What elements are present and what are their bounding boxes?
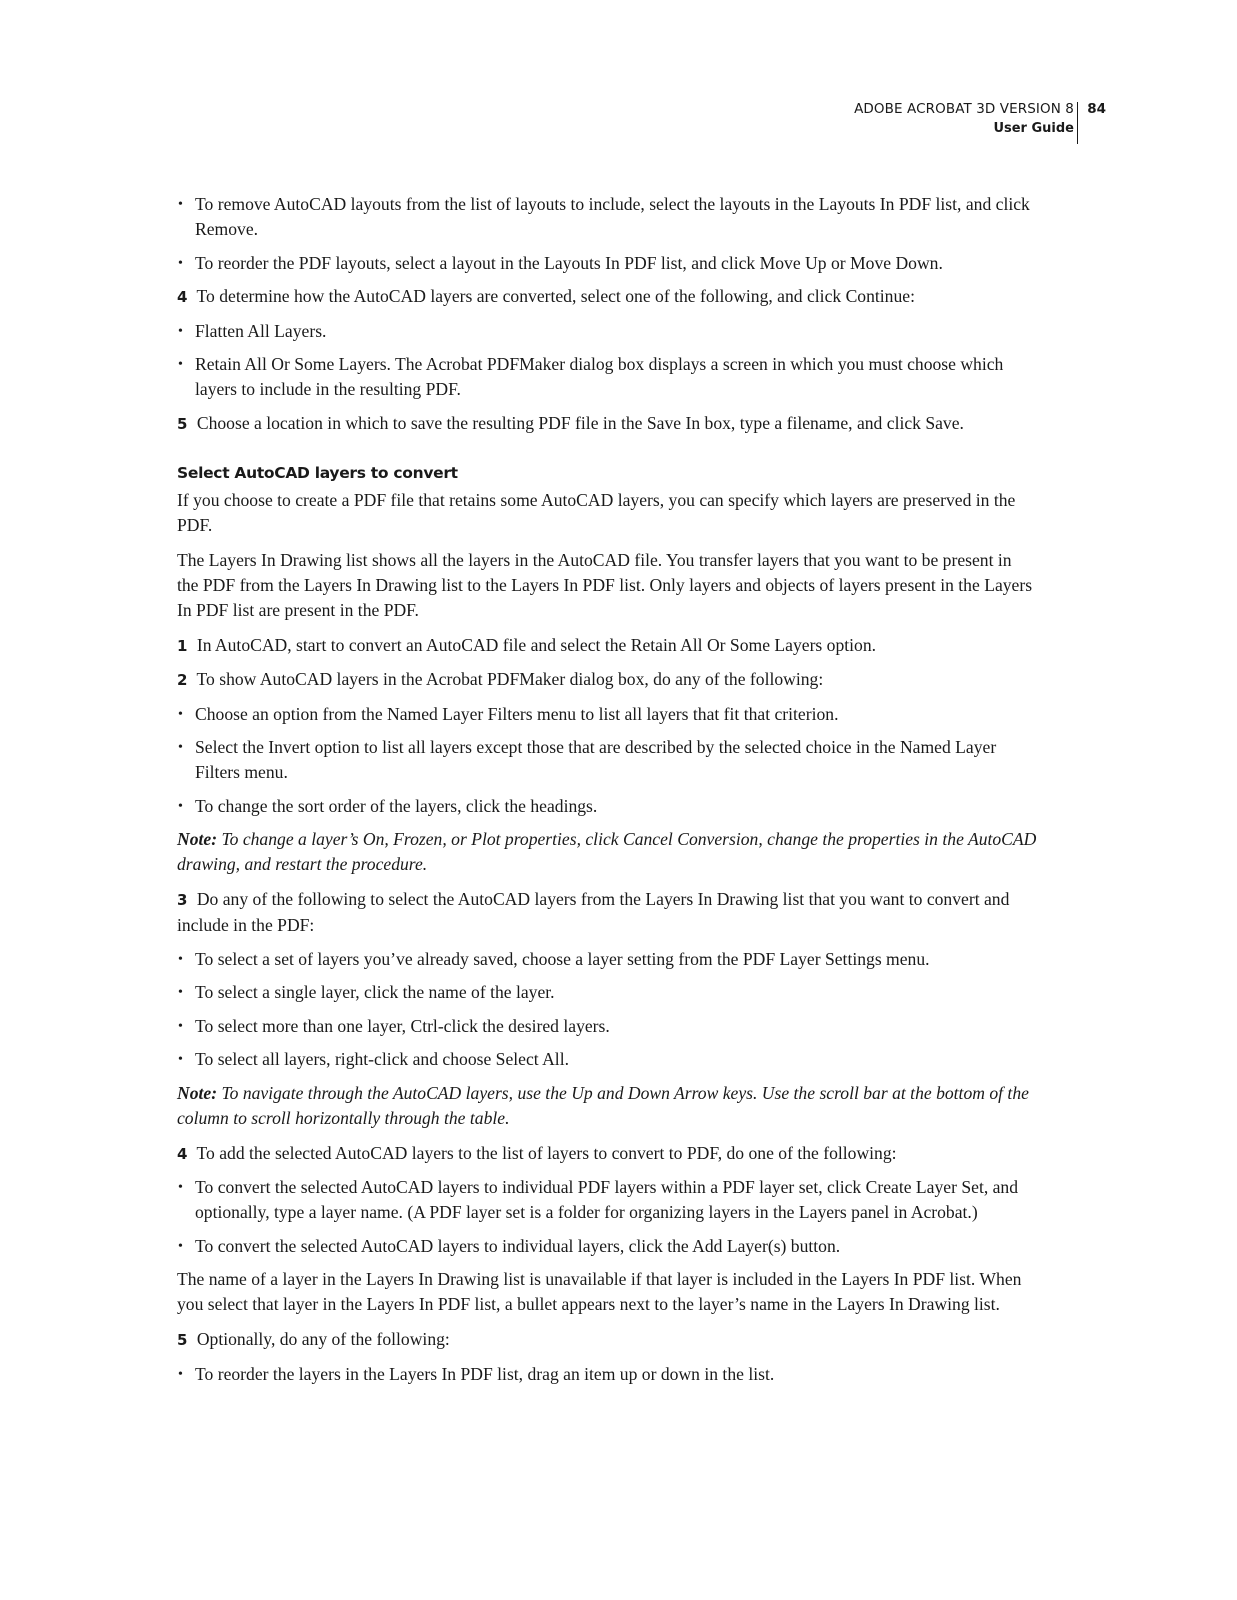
step-text: To add the selected AutoCAD layers to the list of layers to convert to PDF, do one of the following: — [196, 1142, 897, 1163]
step-number: 3 — [177, 891, 188, 909]
step — [177, 887, 1037, 938]
list-item — [177, 1014, 1037, 1039]
list-item-text: Flatten All Layers. — [195, 320, 327, 341]
list-item-text: To select a set of layers you’ve already saved, choose a layer setting from the PDF Layer Settings menu. — [195, 948, 930, 969]
step-text: In AutoCAD, start to convert an AutoCAD file and select the Retain All Or Some Layers option. — [196, 634, 877, 655]
list-item-text: To select a single layer, click the name of the layer. — [195, 982, 555, 1002]
bullet-glyph: • — [178, 357, 183, 372]
step-number: 4 — [177, 288, 188, 306]
bullet-glyph: • — [178, 1366, 183, 1382]
header-divider — [1077, 102, 1078, 144]
list-item — [177, 1175, 1037, 1225]
list-item-text: To reorder the layers in the Layers In PDF list, drag an item up or down in the list. — [195, 1363, 775, 1384]
step — [177, 667, 1037, 693]
list-item — [177, 702, 1037, 727]
list-item-text: Retain All Or Some Layers. The Acrobat PDFMaker dialog box displays a screen in which you must choose which layers to include in the resulting PDF. — [195, 354, 1004, 399]
step-text: To determine how the AutoCAD layers are converted, select one of the following, and click Continue: — [196, 286, 915, 306]
note — [177, 1081, 1037, 1131]
page-number: 84 — [1087, 101, 1106, 117]
step-text: Choose a location in which to save the resulting PDF file in the Save In box, type a filename, and click Save. — [196, 412, 964, 433]
paragraph: The name of a layer in the Layers In Drawing list is unavailable if that layer is included in the Layers In PDF list. When you select that layer in the Layers In PDF list, a bullet appears next to the layer’s name in the Layers In Drawing list. — [177, 1269, 1022, 1314]
bullet-glyph: • — [178, 1018, 183, 1034]
step-text: Do any of the following to select the AutoCAD layers from the Layers In Drawing list that you want to convert and include in the PDF: — [177, 889, 1010, 935]
header-guide-title: User Guide — [993, 121, 1074, 136]
step-text: Optionally, do any of the following: — [196, 1329, 450, 1349]
note-label: Note: — [177, 1082, 218, 1103]
bullet-glyph: • — [178, 798, 183, 814]
list-item — [177, 251, 1037, 276]
section-heading: Select AutoCAD layers to convert — [177, 463, 458, 482]
step — [177, 1141, 1037, 1167]
list-item-text: To select more than one layer, Ctrl-click the desired layers. — [195, 1015, 610, 1036]
bullet-glyph: • — [178, 740, 183, 755]
header-text — [854, 100, 1074, 138]
step — [177, 284, 1037, 310]
bullet-glyph: • — [178, 985, 183, 1000]
body-content — [177, 192, 1037, 1395]
list-item — [177, 735, 1037, 785]
list-item-text: To select all layers, right-click and choose Select All. — [195, 1049, 569, 1069]
bullet-glyph: • — [178, 323, 183, 339]
step — [177, 1327, 1037, 1353]
bullet-glyph: • — [178, 197, 183, 212]
list-item — [177, 1234, 1037, 1259]
paragraph: The Layers In Drawing list shows all the layers in the AutoCAD file. You transfer layers that you want to be present in the PDF from the Layers In Drawing list to the Layers In PDF list. Only layers and objects of layers present in the Layers In PDF list are present in the PDF. — [177, 549, 1033, 620]
note — [177, 827, 1037, 877]
list-item — [177, 1362, 1037, 1387]
header-product-title: ADOBE ACROBAT 3D VERSION 8 — [854, 101, 1074, 117]
list-item — [177, 192, 1037, 242]
list-item-text: To change the sort order of the layers, click the headings. — [195, 795, 598, 816]
list-item-text: To reorder the PDF layouts, select a layout in the Layouts In PDF list, and click Move Up or Move Down. — [195, 252, 943, 273]
list-item — [177, 319, 1037, 344]
list-item-text: To convert the selected AutoCAD layers to individual PDF layers within a PDF layer set, click Create Layer Set, and optionally, type a layer name. (A PDF layer set is a folder for organizing layers in the Layers panel in Acrobat.) — [195, 1177, 1019, 1222]
step-number: 5 — [177, 414, 188, 433]
step-number: 1 — [177, 636, 188, 655]
note-text: To navigate through the AutoCAD layers, use the Up and Down Arrow keys. Use the scroll bar at the bottom of the column to scroll horizontally through the table. — [177, 1082, 1029, 1128]
list-item-text: To remove AutoCAD layouts from the list of layouts to include, select the layouts in the Layouts In PDF list, and click Remove. — [195, 194, 1030, 239]
step-number: 5 — [177, 1331, 188, 1349]
list-item — [177, 947, 1037, 972]
step-number: 2 — [177, 671, 188, 689]
note-text: To change a layer’s On, Frozen, or Plot properties, click Cancel Conversion, change the properties in the AutoCAD drawing, and restart the procedure. — [177, 829, 1037, 874]
step — [177, 633, 1037, 659]
bullet-glyph: • — [178, 1180, 183, 1195]
list-item-text: Choose an option from the Named Layer Filters menu to list all layers that fit that criterion. — [195, 703, 839, 724]
list-item — [177, 794, 1037, 819]
bullet-glyph: • — [178, 1052, 183, 1067]
list-item — [177, 1047, 1037, 1072]
bullet-glyph: • — [178, 255, 183, 271]
step-text: To show AutoCAD layers in the Acrobat PDFMaker dialog box, do any of the following: — [196, 669, 824, 689]
list-item-text: To convert the selected AutoCAD layers to individual layers, click the Add Layer(s) button. — [195, 1235, 841, 1256]
bullet-glyph: • — [178, 706, 183, 722]
note-label: Note: — [177, 829, 218, 849]
step-number: 4 — [177, 1144, 188, 1163]
running-header — [780, 100, 1106, 146]
list-item-text: Select the Invert option to list all layers except those that are described by the selected choice in the Named Layer Filters menu. — [195, 737, 997, 782]
list-item — [177, 352, 1037, 402]
bullet-glyph: • — [178, 1238, 183, 1254]
bullet-glyph: • — [178, 951, 183, 967]
paragraph: If you choose to create a PDF file that retains some AutoCAD layers, you can specify which layers are preserved in the PDF. — [177, 489, 1016, 535]
list-item — [177, 980, 1037, 1005]
step — [177, 411, 1037, 437]
